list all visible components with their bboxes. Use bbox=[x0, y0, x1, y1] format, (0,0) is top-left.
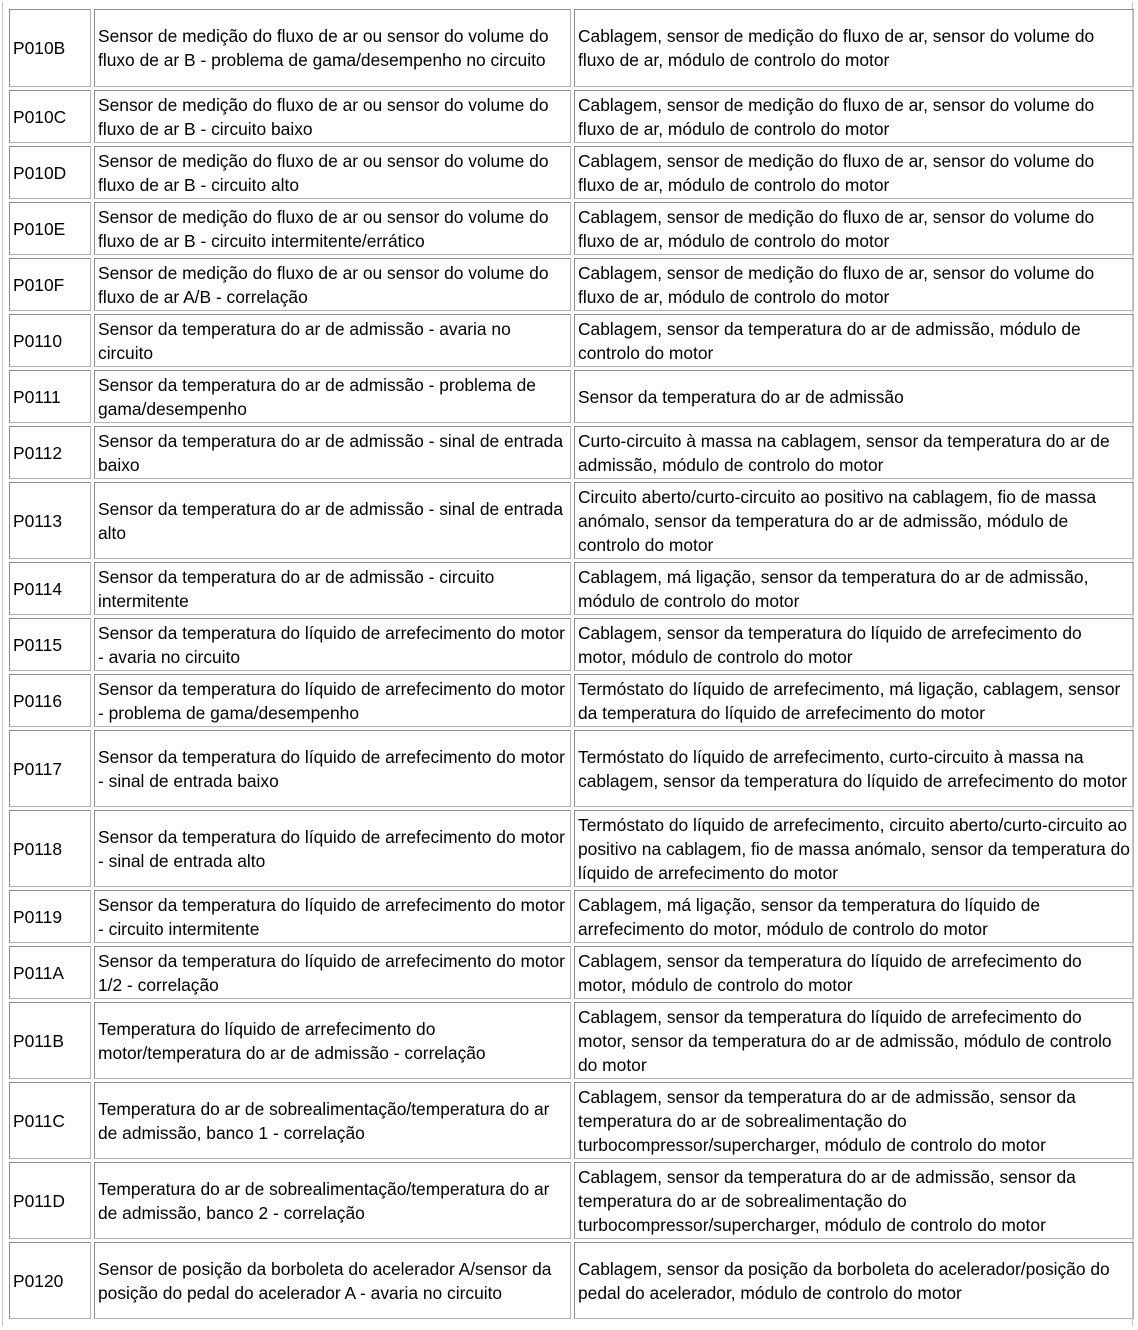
dtc-code: P0113 bbox=[9, 482, 91, 559]
dtc-code: P011B bbox=[9, 1002, 91, 1079]
dtc-causes: Cablagem, sensor de medição do fluxo de ar, sensor do volume do fluxo de ar, módulo de controlo do motor bbox=[574, 202, 1134, 255]
dtc-causes: Cablagem, sensor de medição do fluxo de ar, sensor do volume do fluxo de ar, módulo de controlo do motor bbox=[574, 258, 1134, 311]
dtc-code: P0111 bbox=[9, 370, 91, 423]
table-row bbox=[9, 1002, 1134, 1079]
dtc-causes: Cablagem, sensor da temperatura do ar de admissão, sensor da temperatura do ar de sobrealimentação do turbocompressor/supercharger, módulo de controlo do motor bbox=[574, 1162, 1134, 1239]
dtc-code: P0120 bbox=[9, 1242, 91, 1319]
dtc-code: P0118 bbox=[9, 810, 91, 887]
dtc-description: Sensor da temperatura do líquido de arrefecimento do motor - sinal de entrada baixo bbox=[94, 730, 571, 807]
dtc-description: Sensor de posição da borboleta do acelerador A/sensor da posição do pedal do acelerador A - avaria no circuito bbox=[94, 1242, 571, 1319]
dtc-code: P011A bbox=[9, 946, 91, 999]
dtc-description: Sensor da temperatura do ar de admissão - sinal de entrada baixo bbox=[94, 426, 571, 479]
dtc-causes: Cablagem, sensor da temperatura do líquido de arrefecimento do motor, módulo de controlo do motor bbox=[574, 946, 1134, 999]
dtc-code: P011C bbox=[9, 1082, 91, 1159]
dtc-description: Sensor de medição do fluxo de ar ou sensor do volume do fluxo de ar B - problema de gama/desempenho no circuito bbox=[94, 9, 571, 87]
table-row bbox=[9, 1162, 1134, 1239]
table-row bbox=[9, 674, 1134, 727]
dtc-description: Sensor da temperatura do ar de admissão - problema de gama/desempenho bbox=[94, 370, 571, 423]
dtc-code: P0114 bbox=[9, 562, 91, 615]
table-row bbox=[9, 258, 1134, 311]
dtc-causes: Cablagem, sensor da temperatura do ar de admissão, módulo de controlo do motor bbox=[574, 314, 1134, 367]
dtc-code: P010F bbox=[9, 258, 91, 311]
dtc-description: Sensor de medição do fluxo de ar ou sensor do volume do fluxo de ar B - circuito intermitente/errático bbox=[94, 202, 571, 255]
table-row bbox=[9, 562, 1134, 615]
dtc-description: Sensor da temperatura do líquido de arrefecimento do motor - circuito intermitente bbox=[94, 890, 571, 943]
table-row bbox=[9, 482, 1134, 559]
dtc-causes: Cablagem, sensor da temperatura do líquido de arrefecimento do motor, módulo de controlo do motor bbox=[574, 618, 1134, 671]
table-row bbox=[9, 202, 1134, 255]
table-row bbox=[9, 810, 1134, 887]
dtc-causes: Cablagem, má ligação, sensor da temperatura do ar de admissão, módulo de controlo do motor bbox=[574, 562, 1134, 615]
dtc-code: P010B bbox=[9, 9, 91, 87]
dtc-description: Temperatura do líquido de arrefecimento do motor/temperatura do ar de admissão - correlação bbox=[94, 1002, 571, 1079]
dtc-description: Sensor da temperatura do líquido de arrefecimento do motor - sinal de entrada alto bbox=[94, 810, 571, 887]
dtc-causes: Curto-circuito à massa na cablagem, sensor da temperatura do ar de admissão, módulo de controlo do motor bbox=[574, 426, 1134, 479]
dtc-description: Sensor de medição do fluxo de ar ou sensor do volume do fluxo de ar A/B - correlação bbox=[94, 258, 571, 311]
dtc-code: P011D bbox=[9, 1162, 91, 1239]
dtc-causes: Cablagem, sensor da temperatura do líquido de arrefecimento do motor, sensor da temperatura do ar de admissão, módulo de controlo do motor bbox=[574, 1002, 1134, 1079]
dtc-code: P010C bbox=[9, 90, 91, 143]
table-frame bbox=[2, 2, 1133, 1326]
table-row bbox=[9, 90, 1134, 143]
dtc-description: Sensor da temperatura do líquido de arrefecimento do motor 1/2 - correlação bbox=[94, 946, 571, 999]
table-row bbox=[9, 890, 1134, 943]
dtc-code: P0115 bbox=[9, 618, 91, 671]
dtc-causes: Cablagem, má ligação, sensor da temperatura do líquido de arrefecimento do motor, módulo de controlo do motor bbox=[574, 890, 1134, 943]
table-row bbox=[9, 314, 1134, 367]
table-row bbox=[9, 1242, 1134, 1319]
dtc-code: P0112 bbox=[9, 426, 91, 479]
dtc-description: Temperatura do ar de sobrealimentação/temperatura do ar de admissão, banco 1 - correlação bbox=[94, 1082, 571, 1159]
dtc-code: P0110 bbox=[9, 314, 91, 367]
dtc-causes: Termóstato do líquido de arrefecimento, curto-circuito à massa na cablagem, sensor da temperatura do líquido de arrefecimento do motor bbox=[574, 730, 1134, 807]
table-row bbox=[9, 730, 1134, 807]
dtc-causes: Cablagem, sensor da posição da borboleta do acelerador/posição do pedal do acelerador, módulo de controlo do motor bbox=[574, 1242, 1134, 1319]
table-row bbox=[9, 9, 1134, 87]
dtc-causes: Cablagem, sensor de medição do fluxo de ar, sensor do volume do fluxo de ar, módulo de controlo do motor bbox=[574, 9, 1134, 87]
table-row bbox=[9, 946, 1134, 999]
dtc-description: Sensor da temperatura do líquido de arrefecimento do motor - problema de gama/desempenho bbox=[94, 674, 571, 727]
table-row bbox=[9, 146, 1134, 199]
dtc-description: Sensor da temperatura do ar de admissão - avaria no circuito bbox=[94, 314, 571, 367]
dtc-causes: Cablagem, sensor de medição do fluxo de ar, sensor do volume do fluxo de ar, módulo de controlo do motor bbox=[574, 90, 1134, 143]
dtc-causes: Termóstato do líquido de arrefecimento, má ligação, cablagem, sensor da temperatura do líquido de arrefecimento do motor bbox=[574, 674, 1134, 727]
dtc-description: Sensor da temperatura do líquido de arrefecimento do motor - avaria no circuito bbox=[94, 618, 571, 671]
table-row bbox=[9, 1082, 1134, 1159]
dtc-code: P0117 bbox=[9, 730, 91, 807]
table-row bbox=[9, 370, 1134, 423]
dtc-code: P010D bbox=[9, 146, 91, 199]
dtc-code: P0119 bbox=[9, 890, 91, 943]
dtc-description: Sensor de medição do fluxo de ar ou sensor do volume do fluxo de ar B - circuito baixo bbox=[94, 90, 571, 143]
dtc-description: Sensor de medição do fluxo de ar ou sensor do volume do fluxo de ar B - circuito alto bbox=[94, 146, 571, 199]
dtc-description: Temperatura do ar de sobrealimentação/temperatura do ar de admissão, banco 2 - correlação bbox=[94, 1162, 571, 1239]
dtc-causes: Sensor da temperatura do ar de admissão bbox=[574, 370, 1134, 423]
dtc-table bbox=[6, 6, 1137, 1322]
table-row bbox=[9, 426, 1134, 479]
dtc-causes: Cablagem, sensor de medição do fluxo de ar, sensor do volume do fluxo de ar, módulo de controlo do motor bbox=[574, 146, 1134, 199]
dtc-causes: Cablagem, sensor da temperatura do ar de admissão, sensor da temperatura do ar de sobrealimentação do turbocompressor/supercharger, módulo de controlo do motor bbox=[574, 1082, 1134, 1159]
dtc-description: Sensor da temperatura do ar de admissão - circuito intermitente bbox=[94, 562, 571, 615]
dtc-code: P0116 bbox=[9, 674, 91, 727]
table-row bbox=[9, 618, 1134, 671]
dtc-code: P010E bbox=[9, 202, 91, 255]
dtc-causes: Termóstato do líquido de arrefecimento, circuito aberto/curto-circuito ao positivo na cablagem, fio de massa anómalo, sensor da temperatura do líquido de arrefecimento do motor bbox=[574, 810, 1134, 887]
dtc-causes: Circuito aberto/curto-circuito ao positivo na cablagem, fio de massa anómalo, sensor da temperatura do ar de admissão, módulo de controlo do motor bbox=[574, 482, 1134, 559]
dtc-description: Sensor da temperatura do ar de admissão - sinal de entrada alto bbox=[94, 482, 571, 559]
